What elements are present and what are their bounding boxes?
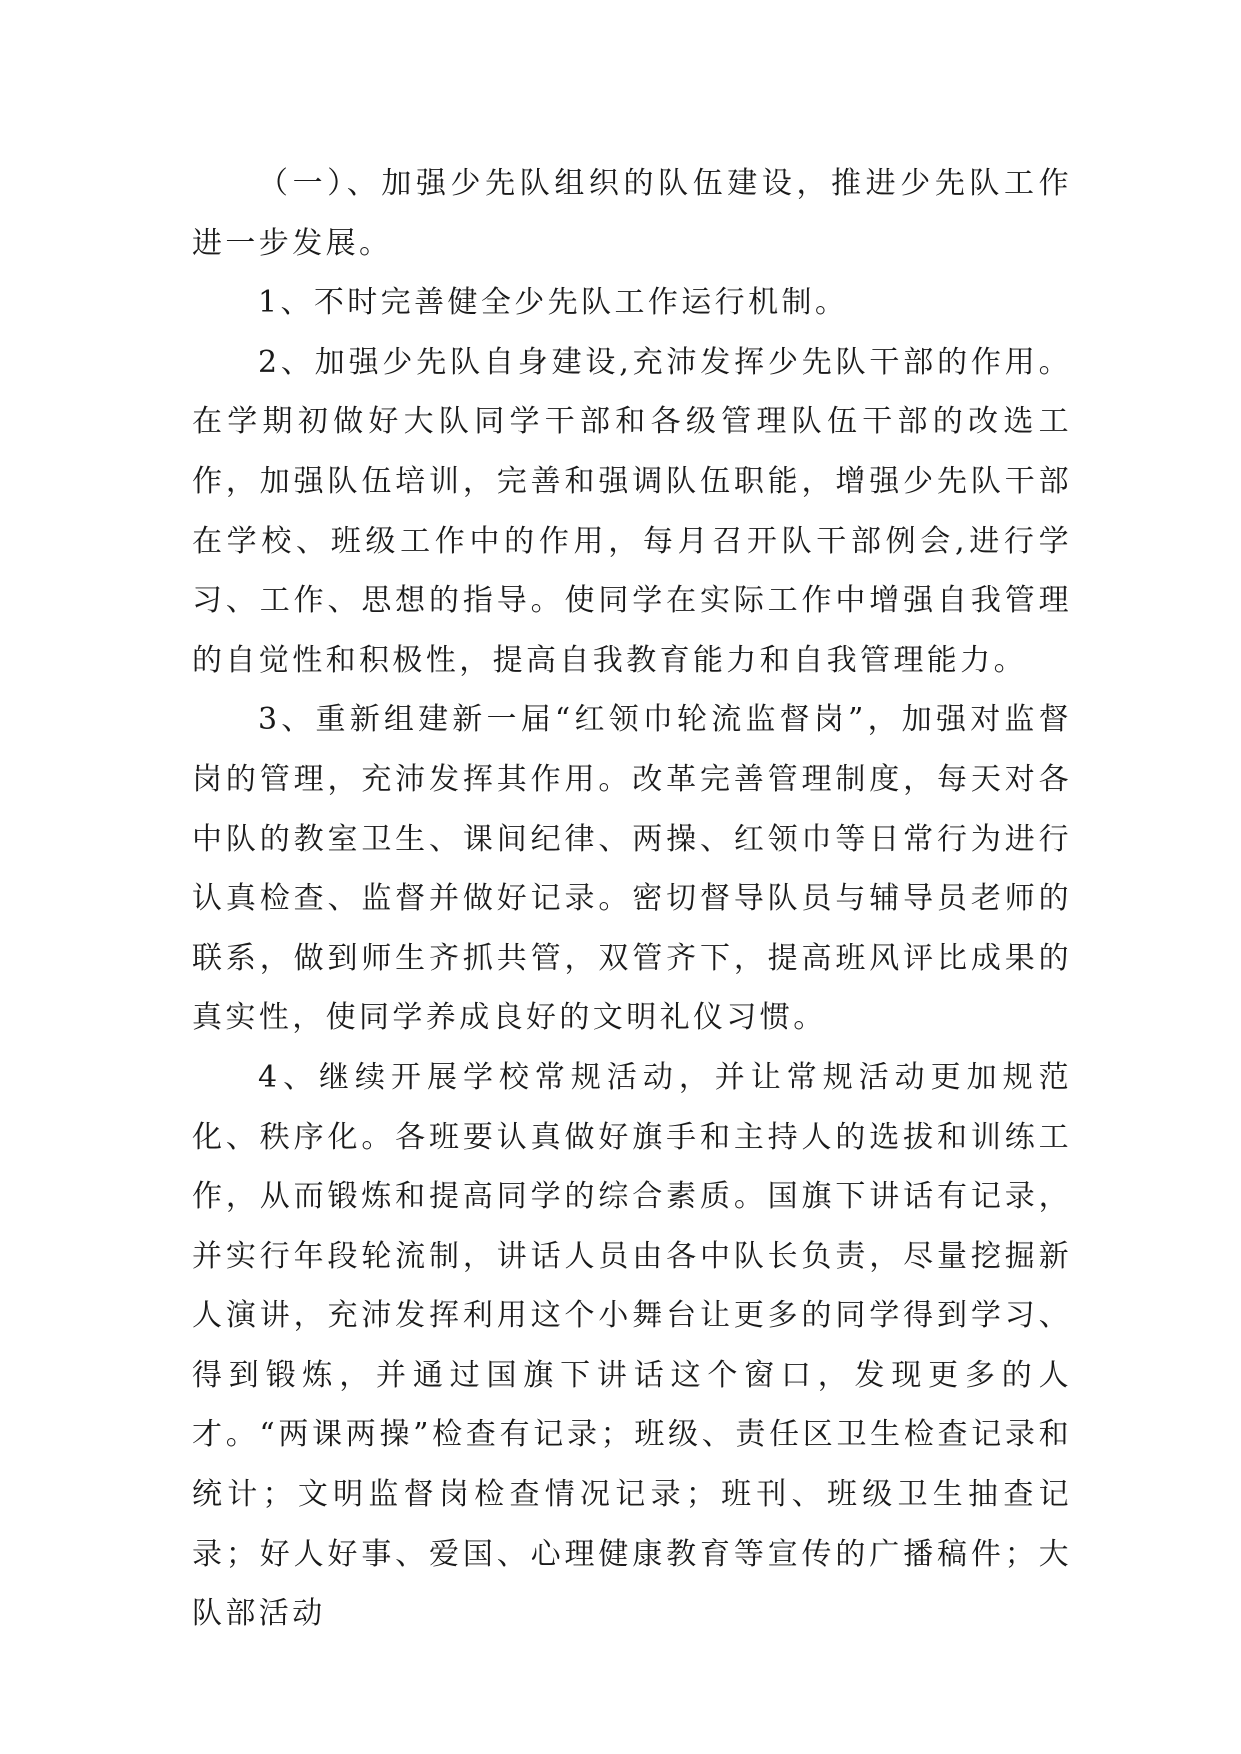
item-3-paragraph: 3、重新组建新一届“红领巾轮流监督岗”，加强对监督岗的管理，充沛发挥其作用。改革完善管理制度，每天对各中队的教室卫生、课间纪律、两操、红领巾等日常行为进行认真检查、监督并做好记录。密切督导队员与辅导员老师的联系，做到师生齐抓共管，双管齐下，提高班风评比成果的真实性，使同学养成良好的文明礼仪习惯。: [192, 702, 1072, 1036]
document-body: [192, 154, 1072, 1644]
item-4-paragraph: 4、继续开展学校常规活动，并让常规活动更加规范化、秩序化。各班要认真做好旗手和主持人的选拔和训练工作，从而锻炼和提高同学的综合素质。国旗下讲话有记录，并实行年段轮流制，讲话人员由各中队长负责，尽量挖掘新人演讲，充沛发挥利用这个小舞台让更多的同学得到学习、得到锻炼，并通过国旗下讲话这个窗口，发现更多的人才。“两课两操”检查有记录；班级、责任区卫生检查记录和统计；文明监督岗检查情况记录；班刊、班级卫生抽查记录；好人好事、爱国、心理健康教育等宣传的广播稿件；大队部活动: [192, 1059, 1072, 1632]
item-1-paragraph: 1、不时完善健全少先队工作运行机制。: [258, 285, 849, 321]
item-2-paragraph: 2、加强少先队自身建设,充沛发挥少先队干部的作用。在学期初做好大队同学干部和各级管理队伍干部的改选工作，加强队伍培训，完善和强调队伍职能，增强少先队干部在学校、班级工作中的作用，每月召开队干部例会,进行学习、工作、思想的指导。使同学在实际工作中增强自我管理的自觉性和积极性，提高自我教育能力和自我管理能力。: [192, 344, 1072, 678]
section-heading-paragraph: （一）、加强少先队组织的队伍建设，推进少先队工作进一步发展。: [192, 166, 1072, 261]
